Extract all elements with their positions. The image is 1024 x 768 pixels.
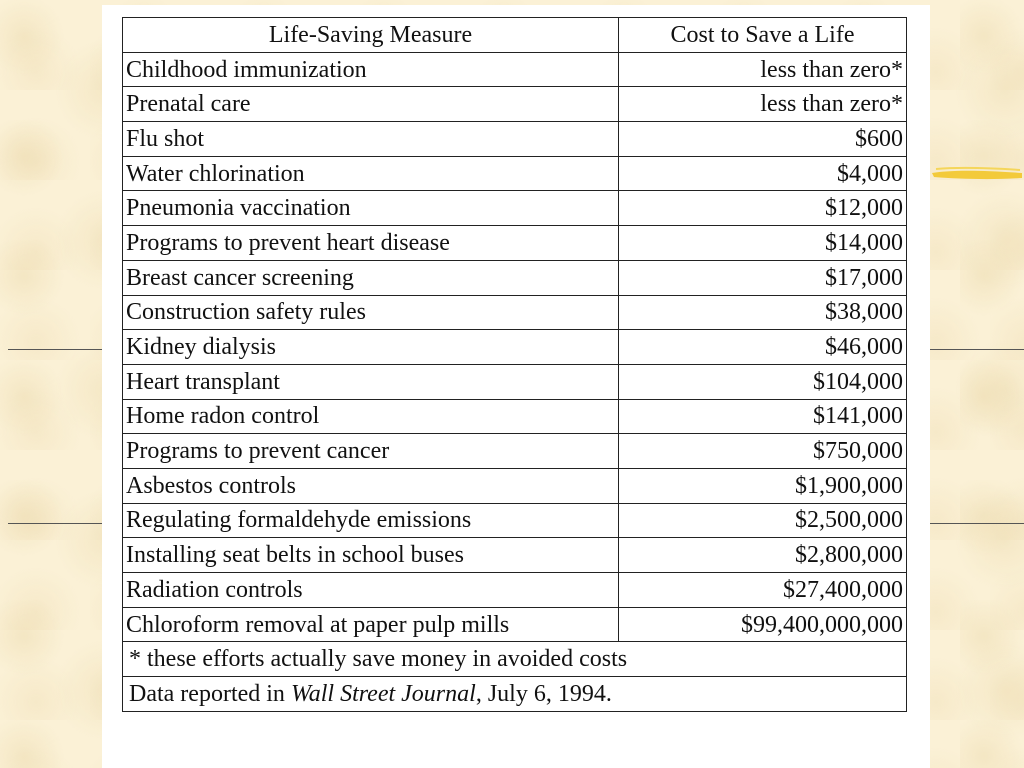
- measure-cell: Construction safety rules: [123, 295, 619, 330]
- cost-cell: $104,000: [619, 364, 907, 399]
- measure-cell: Home radon control: [123, 399, 619, 434]
- cost-cell: $2,500,000: [619, 503, 907, 538]
- cost-cell: $27,400,000: [619, 573, 907, 608]
- table-row: [123, 156, 907, 191]
- cost-cell: $141,000: [619, 399, 907, 434]
- divider-right-lower: [930, 523, 1024, 524]
- table-row: [123, 226, 907, 261]
- cost-cell: less than zero*: [619, 87, 907, 122]
- table-row: [123, 260, 907, 295]
- highlighter-stroke: [930, 164, 1024, 182]
- table-row: [123, 87, 907, 122]
- measure-cell: Radiation controls: [123, 573, 619, 608]
- table-row: [123, 191, 907, 226]
- measure-cell: Chloroform removal at paper pulp mills: [123, 607, 619, 642]
- source-publication: Wall Street Journal: [290, 680, 476, 707]
- table-header-row: [123, 18, 907, 53]
- cost-cell: $99,400,000,000: [619, 607, 907, 642]
- table-row: [123, 364, 907, 399]
- table-row: [123, 330, 907, 365]
- measure-cell: Flu shot: [123, 122, 619, 157]
- measure-cell: Childhood immunization: [123, 52, 619, 87]
- source-suffix: , July 6, 1994.: [475, 680, 612, 707]
- cost-cell: less than zero*: [619, 52, 907, 87]
- table-row: [123, 607, 907, 642]
- cost-cell: $14,000: [619, 226, 907, 261]
- measure-cell: Water chlorination: [123, 156, 619, 191]
- measure-cell: Programs to prevent cancer: [123, 434, 619, 469]
- cost-cell: $1,900,000: [619, 468, 907, 503]
- cost-cell: $46,000: [619, 330, 907, 365]
- table-row: [123, 468, 907, 503]
- cost-cell: $12,000: [619, 191, 907, 226]
- measure-cell: Programs to prevent heart disease: [123, 226, 619, 261]
- measure-cell: Prenatal care: [123, 87, 619, 122]
- table-row: [123, 538, 907, 573]
- divider-left-lower: [8, 523, 104, 524]
- table-row: [123, 122, 907, 157]
- measure-cell: Regulating formaldehyde emissions: [123, 503, 619, 538]
- table-row: [123, 434, 907, 469]
- measure-cell: Heart transplant: [123, 364, 619, 399]
- divider-left-upper: [8, 349, 104, 350]
- table-row: [123, 399, 907, 434]
- header-cost: Cost to Save a Life: [619, 18, 907, 53]
- source-citation: [123, 677, 907, 712]
- table-row: [123, 573, 907, 608]
- footnote: * these efforts actually save money in avoided costs: [123, 642, 907, 677]
- cost-cell: $600: [619, 122, 907, 157]
- cost-cell: $750,000: [619, 434, 907, 469]
- cost-per-life-table: [122, 17, 907, 712]
- table-row: [123, 295, 907, 330]
- divider-right-upper: [930, 349, 1024, 350]
- cost-cell: $2,800,000: [619, 538, 907, 573]
- source-row: [123, 677, 907, 712]
- measure-cell: Kidney dialysis: [123, 330, 619, 365]
- footnote-row: [123, 642, 907, 677]
- measure-cell: Asbestos controls: [123, 468, 619, 503]
- table-row: [123, 52, 907, 87]
- measure-cell: Breast cancer screening: [123, 260, 619, 295]
- source-prefix: Data reported in: [129, 680, 291, 707]
- measure-cell: Installing seat belts in school buses: [123, 538, 619, 573]
- header-measure: Life-Saving Measure: [123, 18, 619, 53]
- cost-cell: $38,000: [619, 295, 907, 330]
- table-body: [123, 52, 907, 642]
- measure-cell: Pneumonia vaccination: [123, 191, 619, 226]
- table-row: [123, 503, 907, 538]
- cost-cell: $17,000: [619, 260, 907, 295]
- cost-cell: $4,000: [619, 156, 907, 191]
